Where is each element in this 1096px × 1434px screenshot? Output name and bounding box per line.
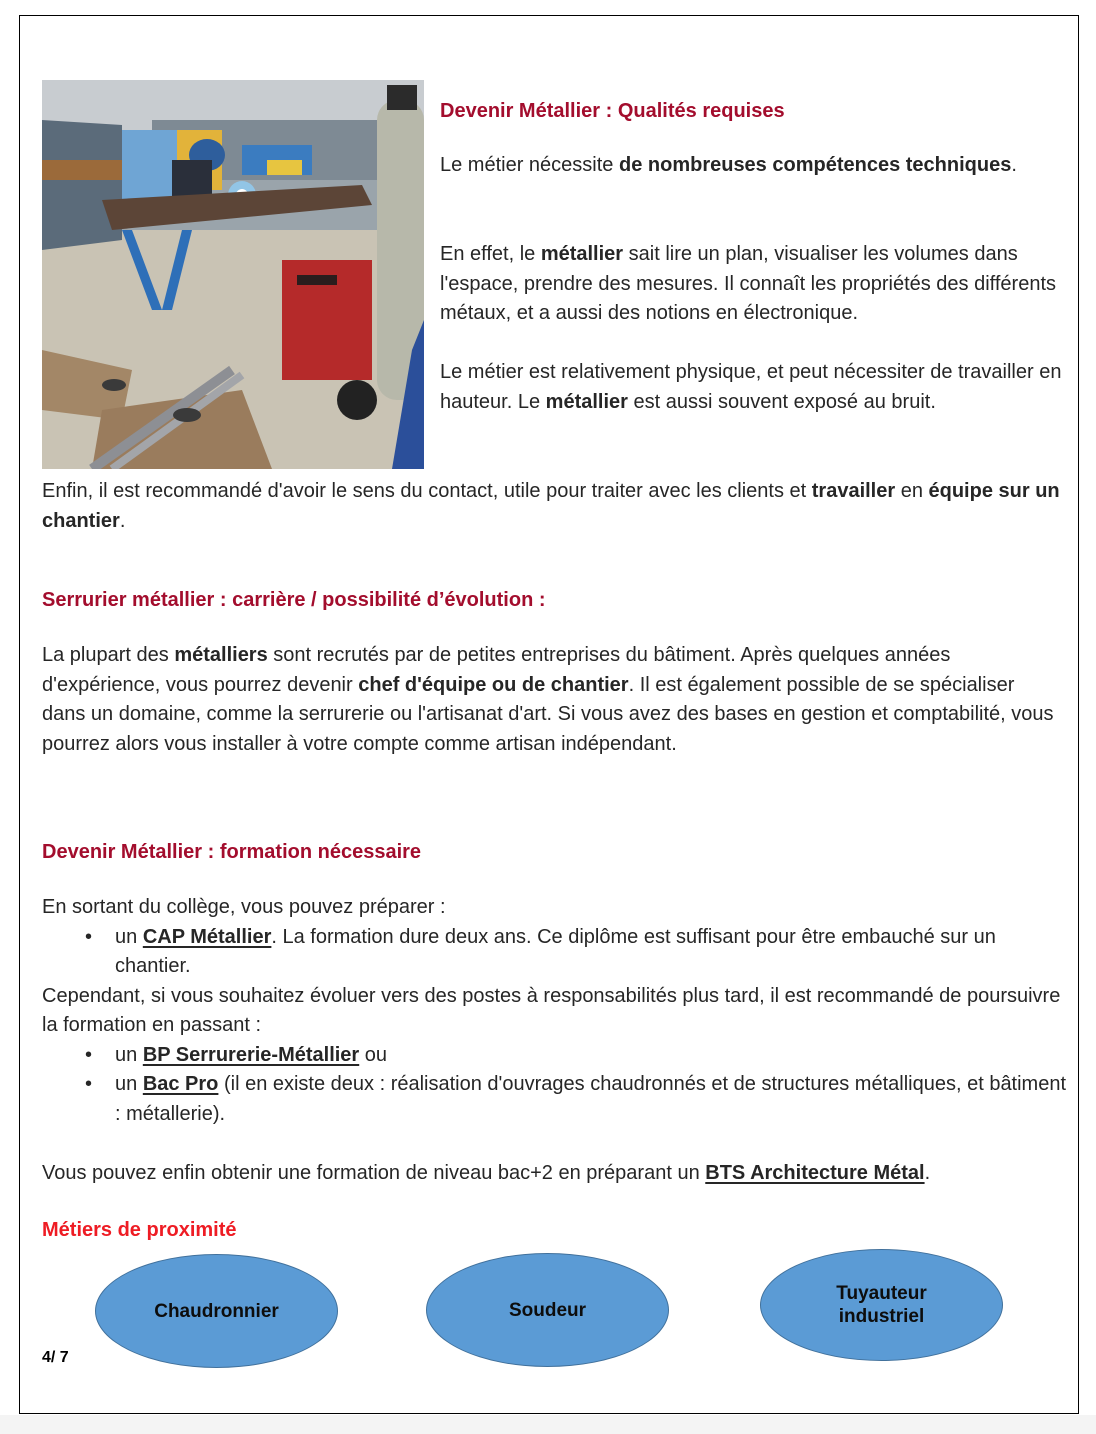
bullet-icon: •: [85, 925, 93, 948]
text: est aussi souvent exposé au bruit.: [627, 390, 936, 413]
text: en: [895, 480, 929, 502]
page-number: 4/ 7: [42, 1349, 69, 1366]
formation-list-college: [42, 923, 1067, 982]
bold-text: de nombreuses compétences techniques: [618, 154, 1012, 176]
text: .: [1011, 154, 1017, 176]
formation-list-poursuite: [42, 1041, 1067, 1130]
text: Le métier nécessite: [440, 154, 619, 176]
formation-mid: Cependant, si vous souhaitez évoluer vers des postes à responsabilités plus tard, il est recommandé de poursuivre la formation en passant :: [42, 984, 1061, 1036]
paragraph-bts: [42, 1159, 1072, 1189]
list-item-bp: [42, 1041, 1067, 1071]
document-page: [19, 15, 1079, 1414]
formation-intro: En sortant du collège, vous pouvez préparer :: [42, 896, 446, 918]
text: En effet, le: [440, 243, 541, 265]
job-label: Chaudronnier: [154, 1300, 279, 1322]
paragraph-competences: [440, 151, 1060, 181]
formation-content: [42, 893, 1067, 1129]
heading-qualites-requises: Devenir Métallier : Qualités requises: [440, 100, 785, 122]
list-item-bac-pro: [42, 1070, 1067, 1129]
text: .: [924, 1162, 931, 1184]
text: Le métier est relativement physique, et peut nécessiter de travailler en hauteur. Le: [440, 361, 1062, 413]
viewer-bottom-bar: [0, 1415, 1096, 1434]
heading-formation: Devenir Métallier : formation nécessaire: [42, 841, 422, 863]
link-bac-pro[interactable]: Bac Pro: [142, 1073, 219, 1095]
text: un: [115, 925, 143, 948]
paragraph-savoir-faire: [440, 240, 1070, 329]
bullet-icon: •: [85, 1073, 93, 1095]
link-bts-architecture-metal[interactable]: BTS Architecture Métal: [705, 1162, 925, 1184]
list-item-cap: [42, 923, 1067, 982]
link-bp-serrurerie-metallier[interactable]: BP Serrurerie-Métallier: [142, 1043, 360, 1066]
heading-carriere-evolution: Serrurier métallier : carrière / possibilité d’évolution :: [42, 589, 546, 611]
text: sont recrutés par de petites entreprises du bâtiment. Après quelques années d'expérience, vous pourrez devenir: [42, 644, 951, 696]
bold-text: métalliers: [174, 644, 268, 666]
job-label: Soudeur: [508, 1299, 587, 1321]
text: La plupart des: [42, 644, 175, 666]
paragraph-contact: [42, 477, 1062, 536]
text: . Il est également possible de se spécialiser dans un domaine, comme la serrurerie ou l'artisanat d'art. Si vous avez des bases en gestion et comptabilité, vous pourrez alors vous installer à votre compte comme artisan indépendant.: [42, 673, 1054, 755]
text: (il en existe deux : réalisation d'ouvrages chaudronnés et de structures métalliques, et bâtiment : métallerie).: [115, 1073, 1067, 1125]
job-bubble-chaudronnier: [95, 1254, 338, 1368]
bold-text: métallier: [540, 243, 624, 265]
heading-metiers-proximite: Métiers de proximité: [42, 1219, 237, 1241]
text: . La formation dure deux ans. Ce diplôme est suffisant pour être embauché sur un chantier.: [115, 925, 996, 977]
paragraph-physique: [440, 358, 1070, 417]
bold-text: travailler: [811, 480, 896, 502]
paragraph-carriere: [42, 641, 1062, 759]
job-bubble-tuyauteur-industriel: [760, 1249, 1003, 1361]
text: ou: [359, 1043, 388, 1066]
text: un: [115, 1073, 143, 1095]
text: un: [115, 1043, 143, 1066]
text: sait lire un plan, visualiser les volumes dans l'espace, prendre des mesures. Il connaît les propriétés des différents métaux, et a aussi des notions en électronique.: [440, 243, 1057, 324]
text: Vous pouvez enfin obtenir une formation de niveau bac+2 en préparant un: [42, 1162, 706, 1184]
bullet-icon: •: [85, 1043, 93, 1066]
bold-text: équipe sur un chantier: [42, 480, 1060, 532]
text: .: [119, 509, 126, 532]
workshop-photo: [42, 80, 424, 469]
text: Enfin, il est recommandé d'avoir le sens du contact, utile pour traiter avec les clients et: [42, 480, 812, 502]
bold-text: chef d'équipe ou de chantier: [358, 673, 629, 696]
link-cap-metallier[interactable]: CAP Métallier: [142, 925, 272, 948]
job-bubble-soudeur: [426, 1253, 669, 1367]
job-label: Tuyauteur industriel: [836, 1283, 927, 1327]
bold-text: métallier: [545, 390, 628, 413]
